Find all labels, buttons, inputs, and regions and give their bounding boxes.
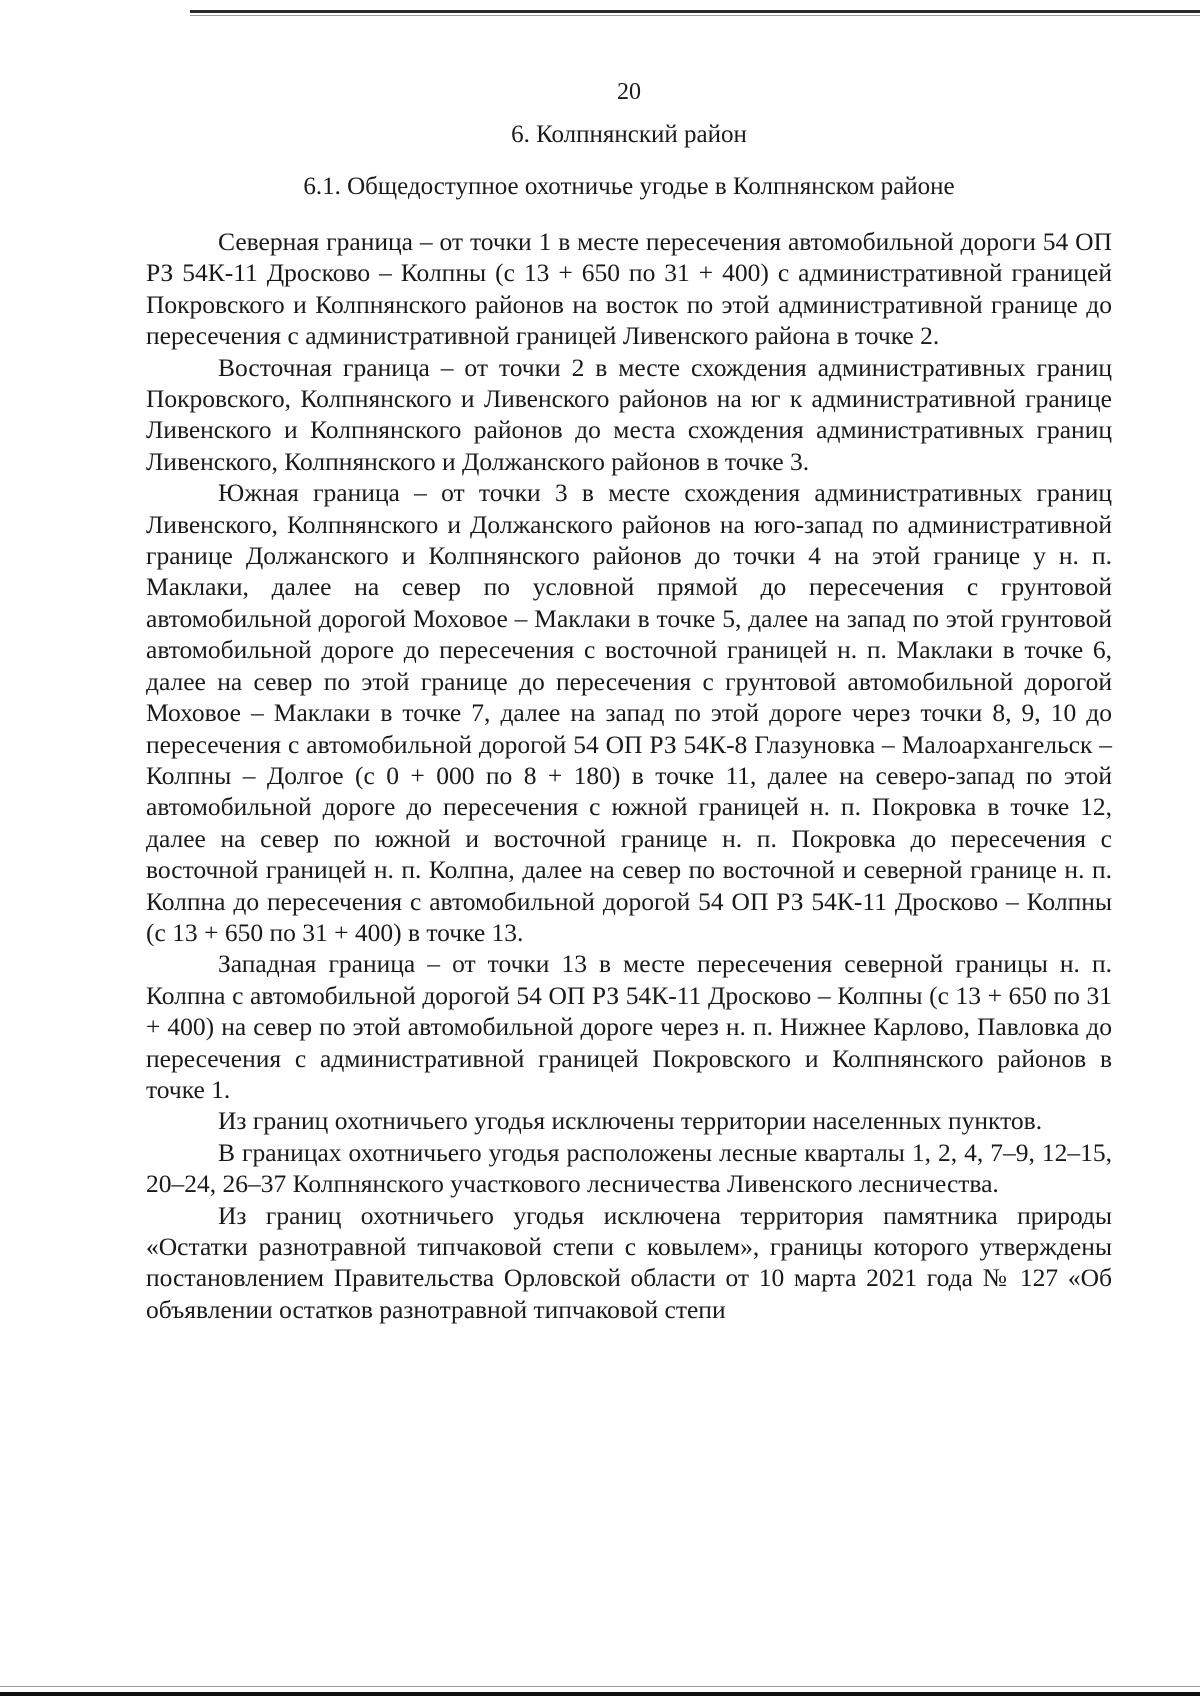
- paragraph-west-boundary: Западная граница – от точки 13 в месте пересечения северной границы н. п. Колпна с автомобильной дорогой 54 ОП РЗ 54К-11 Дросково – Колпны (с 13 + 650 по 31 + 400) на север по этой автомобильной дороге через н. п. Нижнее Карлово, Павловка до пересечения с административной границей Покровского и Колпнянского районов в точке 1.: [146, 949, 1112, 1104]
- scan-edge-top: [190, 10, 1200, 13]
- paragraph-nature-monument: Из границ охотничьего угодья исключена территория памятника природы «Остатки разнотравной типчаковой степи с ковылем», границы которого утверждены постановлением Правительства Орловской области от 10 марта 2021 года № 127 «Об объявлении остатков разнотравной типчаковой степи: [146, 1200, 1112, 1324]
- section-title: 6. Колпнянский район: [511, 121, 747, 148]
- subsection-title: 6.1. Общедоступное охотничье угодье в Колпнянском районе: [303, 173, 955, 200]
- paragraph-south-boundary: Южная граница – от точки 3 в месте схождения административных границ Ливенского, Колпнянского и Должанского районов на юго-запад по административной границе Должанского и Колпнянского районов до точки 4 на этой границе у н. п. Маклаки, далее на север по условной прямой до пересечения с грунтовой автомобильной дорогой Моховое – Маклаки в точке 5, далее на запад по этой грунтовой автомобильной дороге до пересечения с восточной границей н. п. Маклаки в точке 6, далее на север по этой границе до пересечения с грунтовой автомобильной дорогой Моховое – Маклаки в точке 7, далее на запад по этой дороге через точки 8, 9, 10 до пересечения с автомобильной дорогой 54 ОП РЗ 54К-8 Глазуновка – Малоархангельск – Колпны – Долгое (с 0 + 000 по 8 + 180) в точке 11, далее на северо-запад по этой автомобильной дороге до пересечения с южной границей н. п. Покровка в точке 12, далее на север по южной и восточной границе н. п. Покровка до пересечения с восточной границей н. п. Колпна, далее на север по восточной и северной границе н. п. Колпна до пересечения с автомобильной дорогой 54 ОП РЗ 54К-11 Дросково – Колпны (с 13 + 650 по 31 + 400) в точке 13.: [146, 478, 1112, 947]
- paragraph-east-boundary: Восточная граница – от точки 2 в месте схождения административных границ Покровского, Колпнянского и Ливенского районов на юг к административной границе Ливенского и Колпнянского районов до места схождения административных границ Ливенского, Колпнянского и Должанского районов в точке 3.: [146, 352, 1112, 476]
- paragraph-north-boundary: Северная граница – от точки 1 в месте пересечения автомобильной дороги 54 ОП РЗ 54К-11 Дросково – Колпны (с 13 + 650 по 31 + 400) с административной границей Покровского и Колпнянского районов на восток по этой административной границе до пересечения с административной границей Ливенского района в точке 2.: [146, 227, 1112, 351]
- page-number: 20: [617, 79, 641, 105]
- paragraph-forest-quarters: В границах охотничьего угодья расположены лесные кварталы 1, 2, 4, 7–9, 12–15, 20–24, 26–37 Колпнянского участкового лесничества Ливенского лесничества.: [146, 1137, 1112, 1199]
- document-page: [146, 78, 1112, 1325]
- scan-edge-top-thin: [190, 15, 1200, 16]
- scan-edge-bottom: [0, 1692, 1200, 1696]
- paragraph-excluded-settlements: Из границ охотничьего угодья исключены территории населенных пунктов.: [218, 1106, 1043, 1136]
- scan-edge-bottom-thin: [0, 1686, 1200, 1687]
